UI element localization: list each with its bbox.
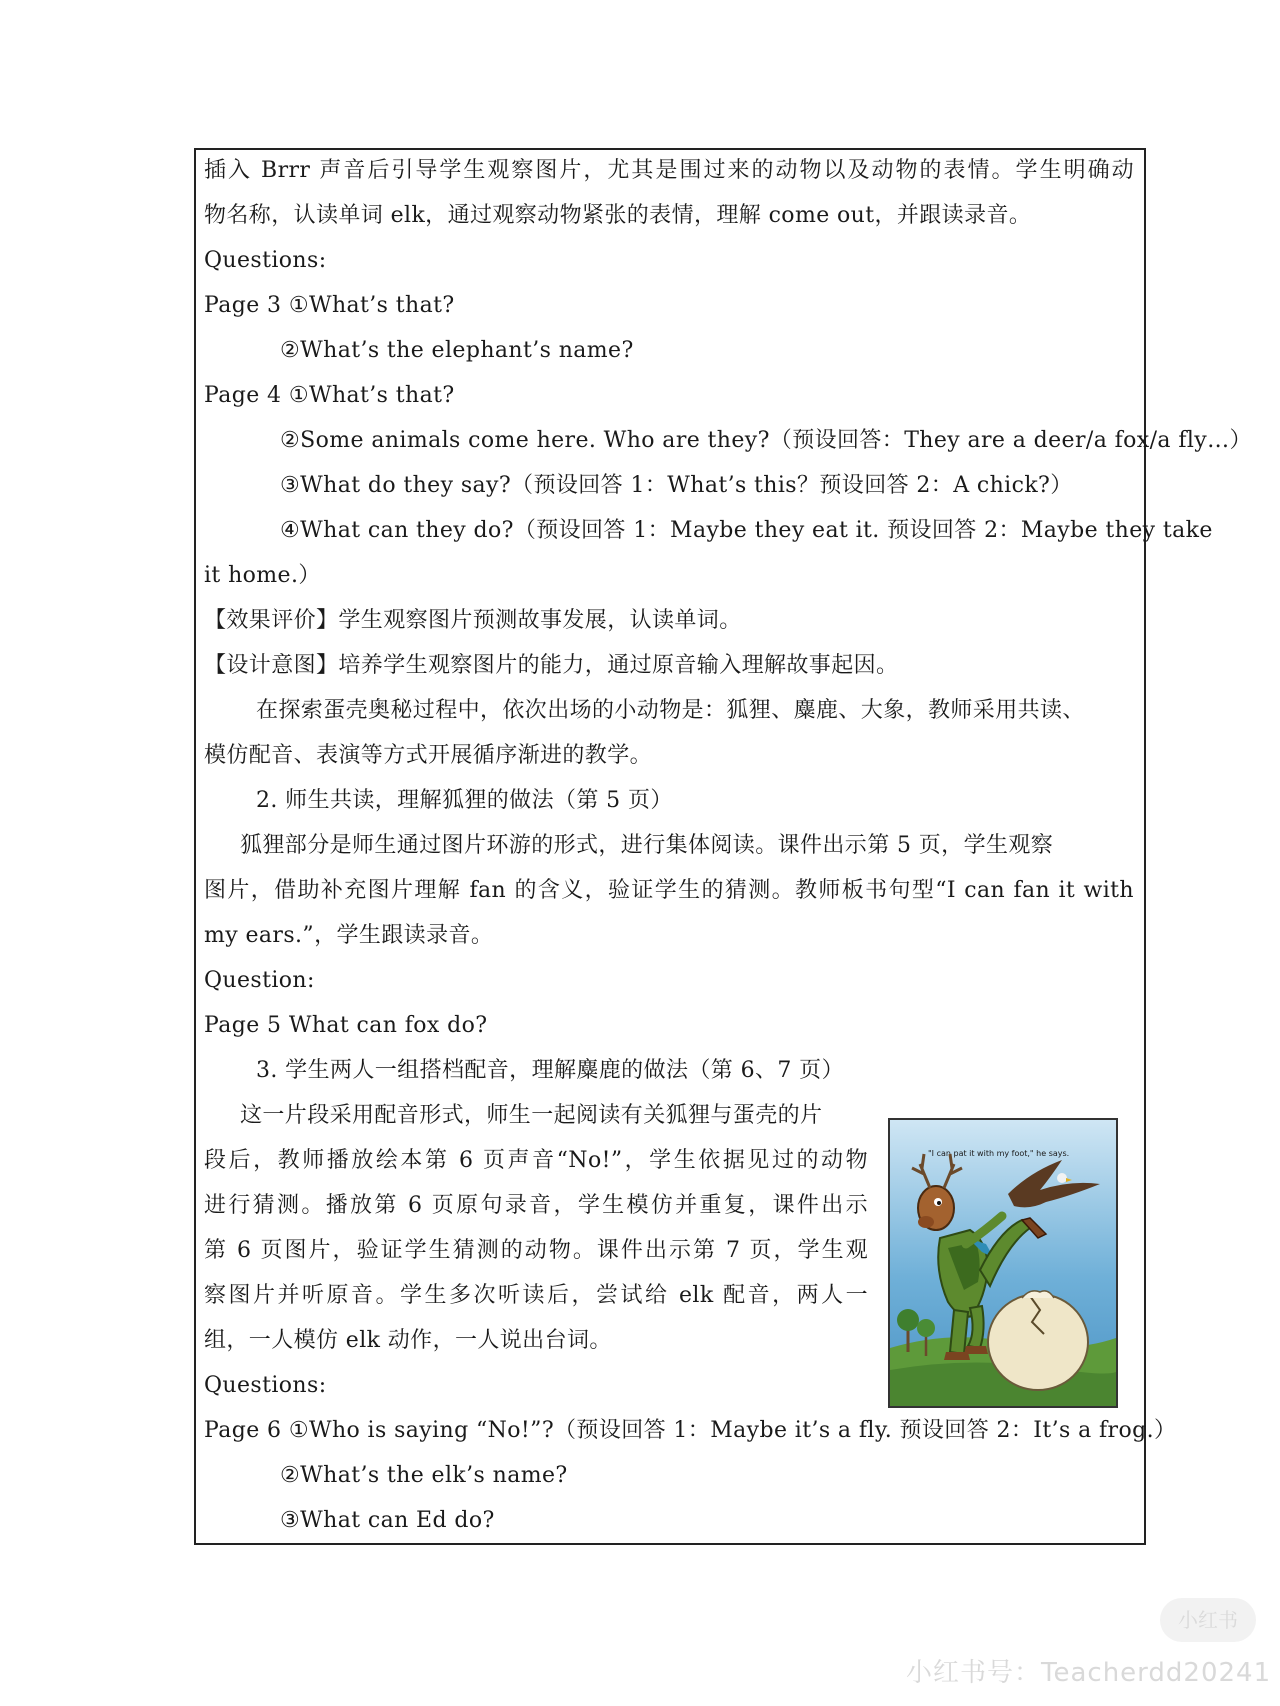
questions-heading: Question: <box>204 968 315 993</box>
question-item: ④What can they do?（预设回答 1：Maybe they eat it. 预设回答 2：Maybe they take <box>280 518 1213 543</box>
paragraph-line: 物名称，认读单词 elk，通过观察动物紧张的表情，理解 come out，并跟读录音。 <box>204 203 1032 228</box>
illustration-caption: "I can pat it with my foot," he says. <box>928 1149 1070 1158</box>
paragraph-line: 进行猜测。播放第 6 页原句录音，学生模仿并重复，课件出示 <box>204 1193 868 1218</box>
paragraph-line: 段后，教师播放绘本第 6 页声音“No!”，学生依据见过的动物 <box>204 1148 868 1173</box>
question-item: ②Some animals come here. Who are they?（预设回答：They are a deer/a fox/a fly…） <box>280 428 1252 453</box>
question-item: Page 6 ①Who is saying “No!”?（预设回答 1：Maybe it’s a fly. 预设回答 2：It’s a frog.） <box>204 1418 1177 1443</box>
question-item: Page 4 ①What’s that? <box>204 383 455 408</box>
question-item-continued: it home.） <box>204 563 321 588</box>
paragraph-line: 第 6 页图片，验证学生猜测的动物。课件出示第 7 页，学生观 <box>204 1238 868 1263</box>
section-heading: 2. 师生共读，理解狐狸的做法（第 5 页） <box>256 788 673 813</box>
question-item: Page 5 What can fox do? <box>204 1013 488 1038</box>
storybook-illustration <box>888 1118 1118 1408</box>
paragraph-line: 模仿配音、表演等方式开展循序渐进的教学。 <box>204 743 653 768</box>
paragraph-line: 狐狸部分是师生通过图片环游的形式，进行集体阅读。课件出示第 5 页，学生观察 <box>240 833 1054 858</box>
watermark-logo: 小红书 <box>1160 1598 1256 1642</box>
effect-evaluation: 【效果评价】学生观察图片预测故事发展，认读单词。 <box>204 608 742 633</box>
section-heading: 3. 学生两人一组搭档配音，理解麋鹿的做法（第 6、7 页） <box>256 1058 844 1083</box>
paragraph-line: 图片，借助补充图片理解 fan 的含义，验证学生的猜测。教师板书句型“I can fan it with <box>204 878 1134 903</box>
watermark-text: 小红书号：Teacherdd20241 <box>906 1658 1272 1688</box>
questions-heading: Questions: <box>204 248 327 273</box>
design-intent: 【设计意图】培养学生观察图片的能力，通过原音输入理解故事起因。 <box>204 653 899 678</box>
questions-heading: Questions: <box>204 1373 327 1398</box>
question-item: ②What’s the elk’s name? <box>280 1463 568 1488</box>
question-item: Page 3 ①What’s that? <box>204 293 455 318</box>
paragraph-line: 在探索蛋壳奥秘过程中，依次出场的小动物是：狐狸、麋鹿、大象，教师采用共读、 <box>256 698 1085 723</box>
paragraph-line: 插入 Brrr 声音后引导学生观察图片，尤其是围过来的动物以及动物的表情。学生明确动 <box>204 158 1134 183</box>
question-item: ③What do they say?（预设回答 1：What’s this？预设回答 2：A chick?） <box>280 473 1073 498</box>
question-item: ②What’s the elephant’s name? <box>280 338 634 363</box>
paragraph-line: my ears.”，学生跟读录音。 <box>204 923 494 948</box>
paragraph-line: 组，一人模仿 elk 动作，一人说出台词。 <box>204 1328 612 1353</box>
question-item: ③What can Ed do? <box>280 1508 495 1533</box>
paragraph-line: 察图片并听原音。学生多次听读后，尝试给 elk 配音，两人一 <box>204 1283 868 1308</box>
paragraph-line: 这一片段采用配音形式，师生一起阅读有关狐狸与蛋壳的片 <box>240 1103 823 1128</box>
